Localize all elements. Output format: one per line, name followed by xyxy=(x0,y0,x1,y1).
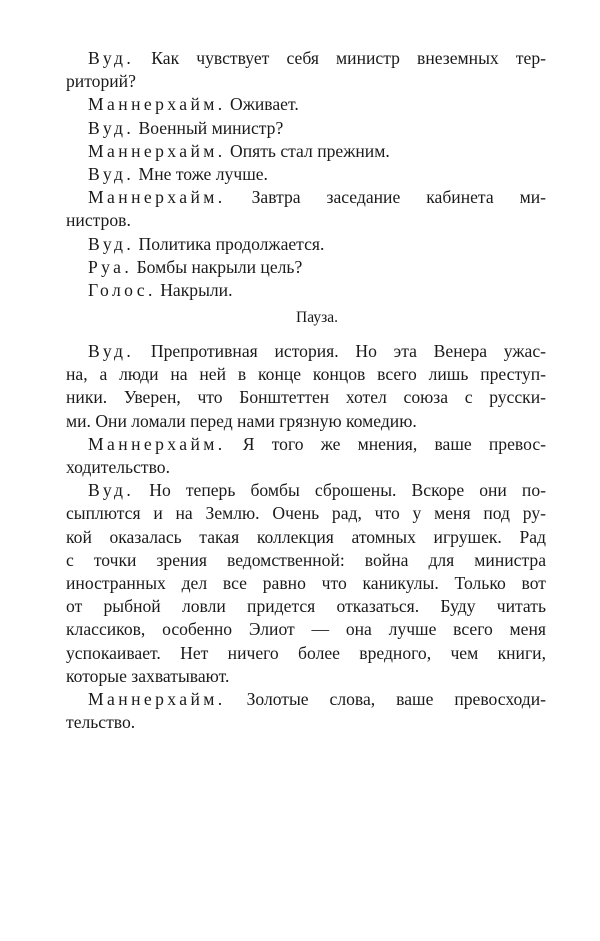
line-text: которые захватывают. xyxy=(66,665,230,686)
text-line xyxy=(66,549,546,572)
line-text: Политика продолжается. xyxy=(134,233,325,254)
speaker-name: Маннерхайм. xyxy=(88,187,226,208)
text-line xyxy=(88,479,546,502)
line-text: нистров. xyxy=(66,210,131,231)
line-text: ники. Уверен, что Бонштеттен хотел союза с русски- xyxy=(66,387,546,408)
text-line xyxy=(66,526,546,549)
text-line xyxy=(66,502,546,525)
line-text: ми. Они ломали перед нами грязную комедию. xyxy=(66,410,417,431)
line-text: риторий? xyxy=(66,71,136,92)
line-text: Препротивная история. Но эта Венера ужас- xyxy=(134,341,546,362)
line-text: Золотые слова, ваше превосходи- xyxy=(225,688,546,709)
text-line xyxy=(88,256,546,279)
line-text: кой оказалась такая коллекция атомных игрушек. Рад xyxy=(66,526,546,547)
line-text: классиков, особенно Элиот — она лучше всего меня xyxy=(66,619,546,640)
text-line xyxy=(66,665,546,688)
page-text xyxy=(66,47,546,734)
stage-direction-pause: Пауза. xyxy=(296,309,338,327)
text-line xyxy=(66,642,546,665)
text-line xyxy=(88,688,546,711)
text-line xyxy=(66,410,546,433)
line-text: Бомбы накрыли цель? xyxy=(132,256,303,277)
line-text: Мне тоже лучше. xyxy=(134,163,268,184)
text-line xyxy=(88,140,546,163)
text-line xyxy=(88,93,546,116)
speaker-name: Маннерхайм. xyxy=(88,140,226,161)
text-line xyxy=(88,279,546,302)
line-text: от рыбной ловли придется отказаться. Буду читать xyxy=(66,596,546,617)
line-text: ходительство. xyxy=(66,457,170,477)
speaker-name: Маннерхайм. xyxy=(88,433,226,454)
line-text: сыплются и на Землю. Очень рад, что у меня под ру- xyxy=(66,503,546,524)
line-text: успокаивает. Нет ничего более вредного, чем книги, xyxy=(66,642,546,663)
line-text: Как чувствует себя министр внеземных тер- xyxy=(134,48,546,68)
text-line xyxy=(66,456,546,479)
line-text: Но теперь бомбы сброшены. Вскоре они по- xyxy=(134,480,546,501)
speaker-name: Вуд. xyxy=(88,480,135,501)
line-text: тельство. xyxy=(66,712,136,733)
speaker-name: Голос. xyxy=(88,279,156,300)
line-text: Оживает. xyxy=(225,94,299,115)
line-text: иностранных дел все равно что каникулы. Только вот xyxy=(66,572,546,593)
speaker-name: Вуд. xyxy=(88,341,135,362)
text-line xyxy=(66,209,546,232)
line-text: Накрыли. xyxy=(155,279,233,300)
text-line xyxy=(66,572,546,595)
line-text: Завтра заседание кабинета ми- xyxy=(225,187,546,208)
speaker-name: Вуд. xyxy=(88,117,135,138)
line-text: с точки зрения ведомственной: война для министра xyxy=(66,549,546,570)
line-text: Военный министр? xyxy=(134,117,284,138)
text-line xyxy=(88,47,546,70)
text-line xyxy=(66,386,546,409)
speaker-name: Вуд. xyxy=(88,48,135,68)
line-text: Опять стал прежним. xyxy=(225,140,390,161)
text-line xyxy=(66,711,546,734)
speaker-name: Маннерхайм. xyxy=(88,688,226,709)
line-text: на, а люди на ней в конце концов всего лишь преступ- xyxy=(66,364,546,385)
speaker-name: Вуд. xyxy=(88,163,135,184)
text-line xyxy=(66,595,546,618)
speaker-name: Руа. xyxy=(88,256,133,277)
speaker-name: Вуд. xyxy=(88,233,135,254)
text-line xyxy=(66,618,546,641)
text-line xyxy=(88,233,546,256)
line-text: Я того же мнения, ваше превос- xyxy=(225,433,546,454)
text-line xyxy=(88,340,546,363)
text-line xyxy=(66,363,546,386)
text-line xyxy=(88,186,546,209)
text-line xyxy=(88,117,546,140)
text-line xyxy=(88,433,546,456)
speaker-name: Маннерхайм. xyxy=(88,94,226,115)
text-line xyxy=(66,70,546,93)
text-line xyxy=(88,163,546,186)
